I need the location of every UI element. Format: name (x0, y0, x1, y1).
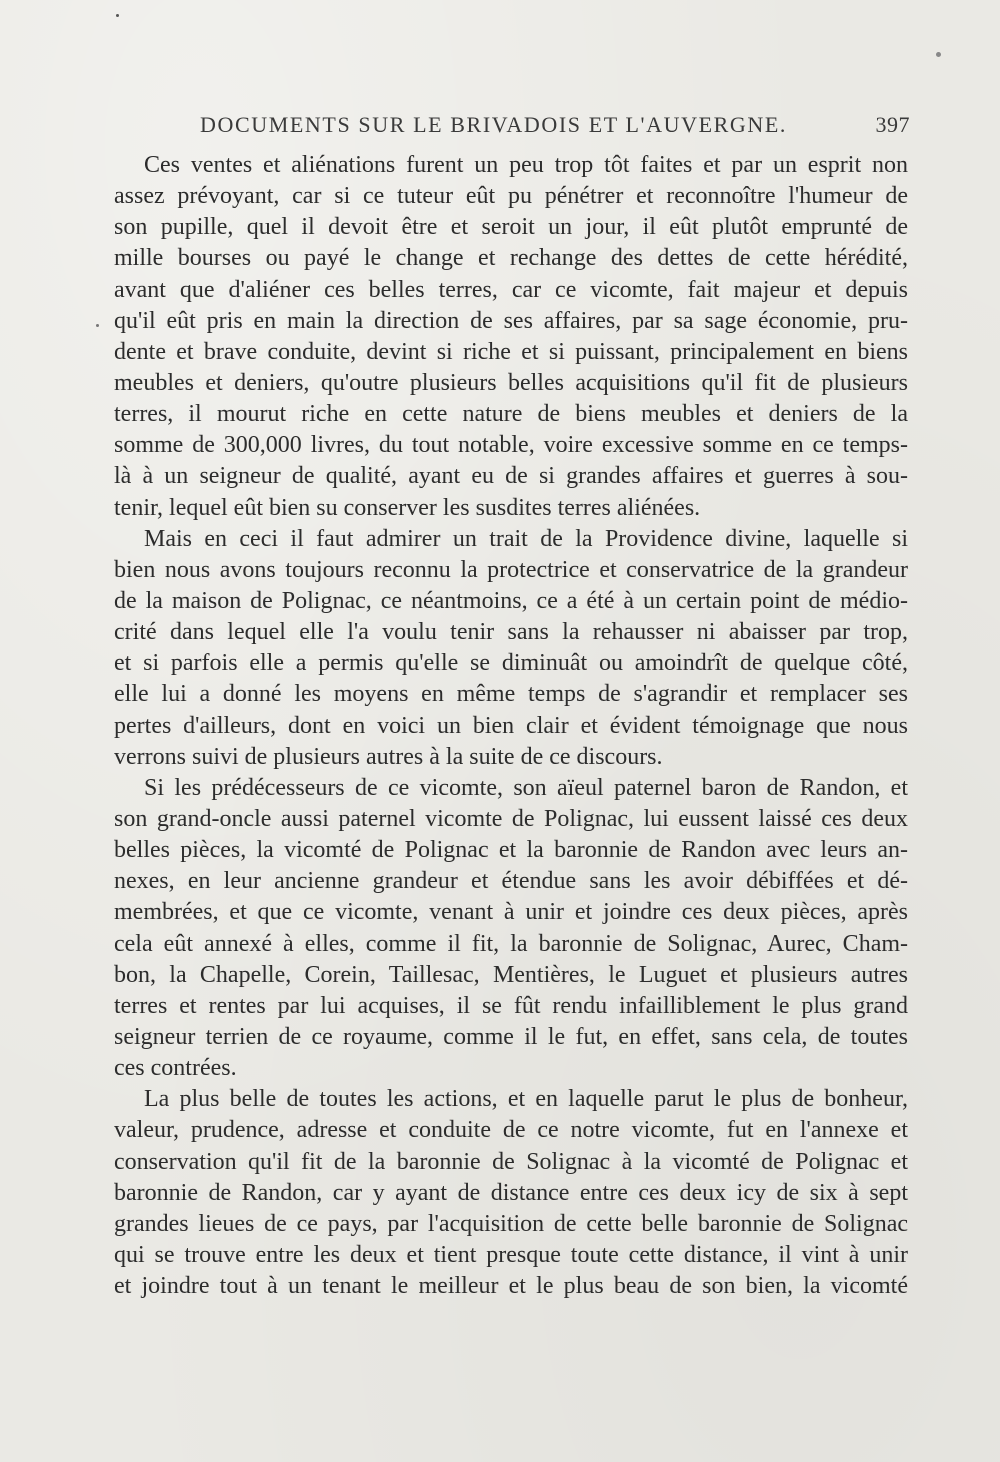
text-line: La plus belle de toutes les actions, et en laquelle parut le plus de bonheur, (144, 1086, 908, 1113)
text-line: qu'il eût pris en main la direction de ses affaires, par sa sage économie, pru- (114, 307, 908, 334)
text-line: et joindre tout à un tenant le meilleur et le plus beau de son bien, la vicomté (114, 1273, 908, 1300)
text-line: Si les prédécesseurs de ce vicomte, son aïeul paternel baron de Randon, et (144, 774, 908, 801)
ink-speck (116, 14, 119, 17)
ink-speck (936, 52, 941, 57)
text-line: bon, la Chapelle, Corein, Taillesac, Mentières, le Luguet et plusieurs autres (114, 961, 908, 988)
running-head (200, 112, 910, 142)
text-line: dente et brave conduite, devint si riche et si puissant, principalement en biens (114, 338, 908, 365)
text-line: Ces ventes et aliénations furent un peu trop tôt faites et par un esprit non (144, 152, 908, 178)
text-line: belles pièces, la vicomté de Polignac et la baronnie de Randon avec leurs an- (114, 837, 908, 864)
text-line: ces contrées. (114, 1055, 237, 1082)
text-line: somme de 300,000 livres, du tout notable, voire excessive somme en ce temps- (114, 432, 908, 459)
text-line: assez prévoyant, car si ce tuteur eût pu pénétrer et reconnoître l'humeur de (114, 183, 908, 210)
ink-speck (96, 324, 99, 327)
text-line: mille bourses ou payé le change et rechange des dettes de cette hérédité, (114, 245, 908, 272)
text-line: Mais en ceci il faut admirer un trait de la Providence divine, laquelle si (144, 525, 908, 552)
text-line: bien nous avons toujours reconnu la protectrice et conservatrice de la grandeur (114, 556, 908, 583)
text-line: grandes lieues de ce pays, par l'acquisition de cette belle baronnie de Solignac (114, 1210, 908, 1237)
text-line: de la maison de Polignac, ce néantmoins, ce a été à un certain point de médio- (114, 587, 908, 614)
text-line: là à un seigneur de qualité, ayant eu de si grandes affaires et guerres à sou- (114, 463, 908, 490)
text-line: crité dans lequel elle l'a voulu tenir sans la rehausser ni abaisser par trop, (114, 619, 908, 646)
body-text (114, 150, 908, 1302)
text-line: elle lui a donné les moyens en même temps de s'agrandir et remplacer ses (114, 681, 908, 708)
text-line: cela eût annexé à elles, comme il fit, la baronnie de Solignac, Aurec, Cham- (114, 930, 908, 957)
text-line: tenir, lequel eût bien su conserver les susdites terres aliénées. (114, 494, 701, 521)
text-line: pertes d'ailleurs, dont en voici un bien clair et évident témoignage que nous (114, 712, 908, 739)
text-line: et si parfois elle a permis qu'elle se diminuât ou amoindrît de quelque côté, (114, 650, 908, 677)
text-line: nexes, en leur ancienne grandeur et étendue sans les avoir débiffées et dé- (114, 868, 908, 895)
text-line: valeur, prudence, adresse et conduite de ce notre vicomte, fut en l'annexe et (114, 1117, 908, 1144)
text-line: baronnie de Randon, car y ayant de distance entre ces deux icy de six à sept (114, 1179, 908, 1206)
text-line: verrons suivi de plusieurs autres à la suite de ce discours. (114, 743, 663, 770)
text-line: seigneur terrien de ce royaume, comme il le fut, en effet, sans cela, de toutes (114, 1023, 908, 1050)
text-line: membrées, et que ce vicomte, venant à unir et joindre ces deux pièces, après (114, 899, 908, 926)
paragraph-3 (114, 773, 908, 1084)
text-line: meubles et deniers, qu'outre plusieurs belles acquisitions qu'il fit de plusieurs (114, 369, 908, 396)
paragraph-4 (114, 1084, 908, 1302)
text-line: son grand-oncle aussi paternel vicomte de Polignac, lui eussent laissé ces deux (114, 805, 908, 832)
text-line: son pupille, quel il devoit être et seroit un jour, il eût plutôt emprunté de (114, 214, 908, 241)
text-line: terres et rentes par lui acquises, il se fût rendu infailliblement le plus grand (114, 992, 908, 1019)
text-line: terres, il mourut riche en cette nature de biens meubles et deniers de la (114, 401, 908, 428)
text-line: qui se trouve entre les deux et tient presque toute cette distance, il vint à unir (114, 1241, 908, 1268)
running-title: DOCUMENTS SUR LE BRIVADOIS ET L'AUVERGNE. (200, 112, 787, 137)
paragraph-2 (114, 524, 908, 773)
text-line: avant que d'aliéner ces belles terres, car ce vicomte, fait majeur et depuis (114, 276, 908, 303)
text-line: conservation qu'il fit de la baronnie de Solignac à la vicomté de Polignac et (114, 1148, 908, 1175)
page-number: 397 (875, 112, 910, 137)
paragraph-1 (114, 150, 908, 524)
